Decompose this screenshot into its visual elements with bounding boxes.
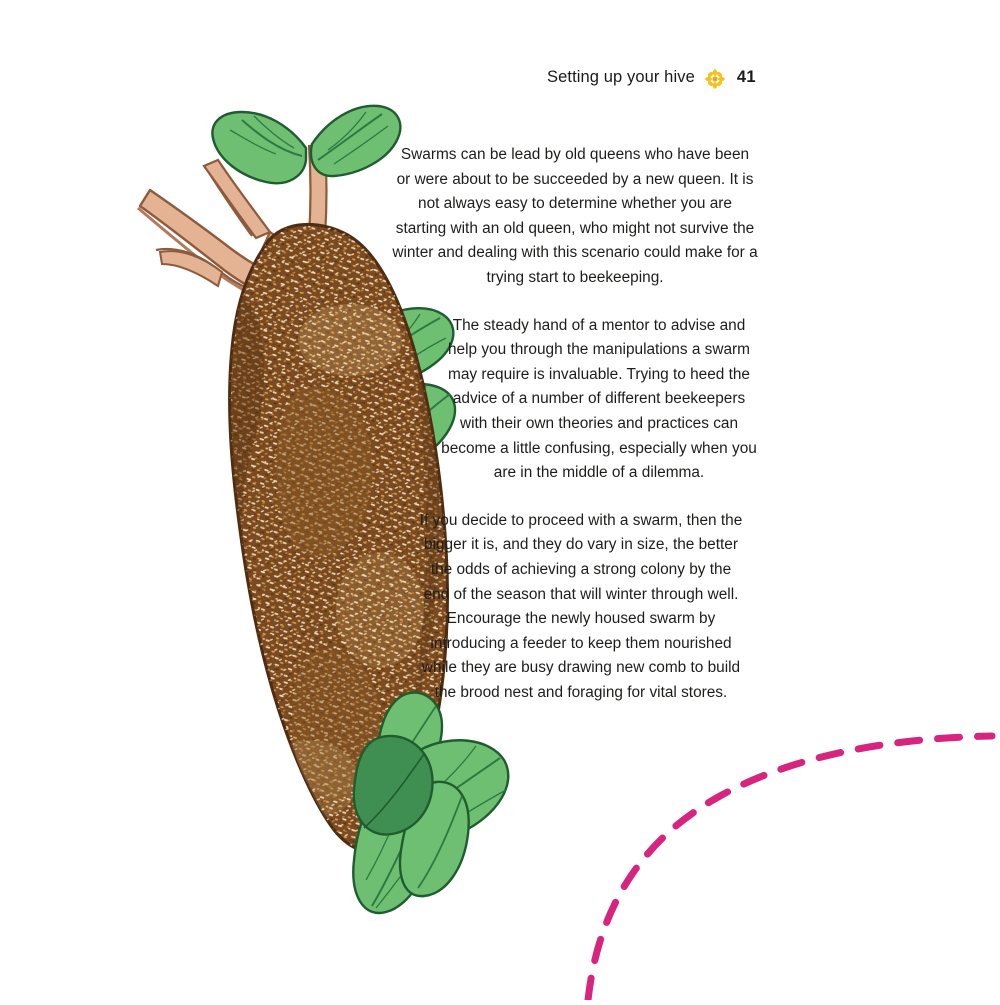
page-header xyxy=(0,62,1000,92)
header-section-title: Setting up your hive xyxy=(547,67,695,86)
paragraph-2: The steady hand of a mentor to advise and help you through the manipulations a swarm may require is invaluable. Trying to heed the advice of a number of different beekeepers with their own theories and practices can become a little confusing, especially when you are in the middle of a dilemma. xyxy=(441,316,757,482)
flower-icon xyxy=(705,69,725,89)
body-text-column xyxy=(392,143,758,705)
dashed-curve-pink xyxy=(580,710,1000,1000)
paragraph-3: If you decide to proceed with a swarm, then the bigger it is, and they do vary in size, the better the odds of achieving a strong colony by the end of the season that will winter through well. Encourage the newly housed swarm by introducing a feeder to keep them nourished while they are busy drawing new comb to build the brood nest and foraging for vital stores. xyxy=(419,511,743,701)
page-number: 41 xyxy=(736,67,756,86)
paragraph-1: Swarms can be lead by old queens who have been or were about to be succeeded by a new queen. It is not always easy to determine whether you are starting with an old queen, who might not survive the winter and dealing with this scenario could make for a trying start to beekeeping. xyxy=(392,146,758,286)
